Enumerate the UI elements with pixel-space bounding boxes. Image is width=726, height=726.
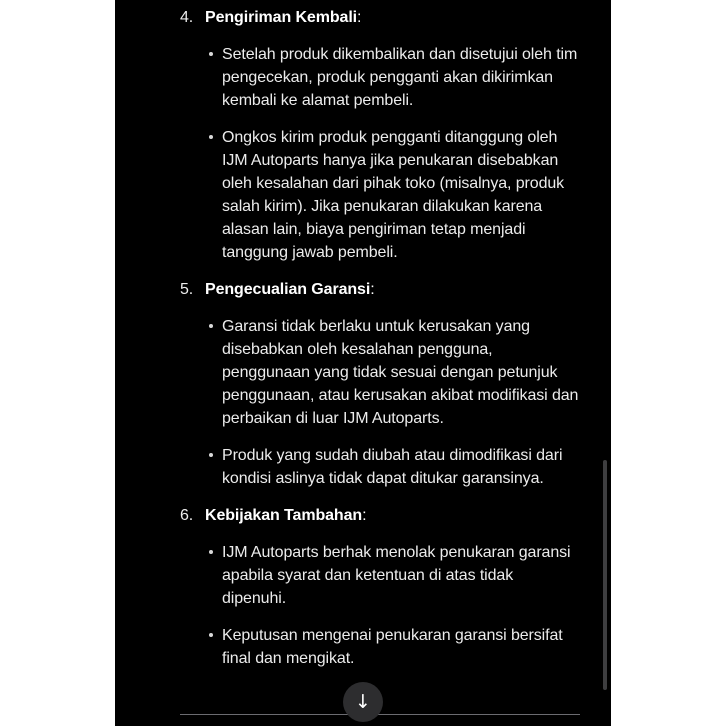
section-title: Pengecualian Garansi: [205, 281, 375, 298]
bullet-text: Setelah produk dikembalikan dan disetujui oleh tim pengecekan, produk pengganti akan dikirimkan kembali ke alamat pembeli. [222, 46, 578, 109]
bullet-text: IJM Autoparts berhak menolak penukaran garansi apabila syarat dan ketentuan di atas tidak dipenuhi. [222, 544, 571, 607]
bullet-item [205, 444, 581, 490]
bullet-text: Produk yang sudah diubah atau dimodifikasi dari kondisi aslinya tidak dapat ditukar garansinya. [222, 447, 563, 487]
section-title: Pengiriman Kembali: [205, 9, 362, 26]
section-number: 4. [180, 9, 194, 26]
bullet-item [205, 541, 581, 610]
bullet-item [205, 315, 581, 430]
chat-dark-panel [115, 0, 611, 726]
section-pengecualian-garansi [180, 278, 581, 490]
bullet-dot-icon [205, 541, 222, 610]
section-heading [180, 278, 581, 301]
bullet-dot-icon [205, 43, 222, 112]
policy-document [115, 0, 611, 684]
composer-top-divider [180, 714, 580, 715]
section-heading [180, 504, 581, 527]
scroll-to-bottom-button[interactable] [343, 682, 383, 722]
section-number: 5. [180, 281, 194, 298]
section-heading [180, 6, 581, 29]
bullet-item [205, 126, 581, 264]
section-pengiriman-kembali [180, 6, 581, 264]
bullet-text: Garansi tidak berlaku untuk kerusakan yang disebabkan oleh kesalahan pengguna, penggunaan yang tidak sesuai dengan petunjuk penggunaan, atau kerusakan akibat modifikasi dan perbaikan di luar IJM Autoparts. [222, 318, 579, 427]
bullet-dot-icon [205, 315, 222, 430]
bullet-dot-icon [205, 624, 222, 670]
section-title: Kebijakan Tambahan: [205, 507, 367, 524]
bullet-dot-icon [205, 126, 222, 264]
arrow-down-icon: ↓ [355, 690, 371, 713]
section-number: 6. [180, 507, 194, 524]
bullet-text: Keputusan mengenai penukaran garansi bersifat final dan mengikat. [222, 627, 563, 667]
scrollbar-thumb[interactable] [603, 460, 607, 690]
section-kebijakan-tambahan [180, 504, 581, 670]
bullet-text: Ongkos kirim produk pengganti ditanggung oleh IJM Autoparts hanya jika penukaran disebabkan oleh kesalahan dari pihak toko (misalnya, produk salah kirim). Jika penukaran dilakukan karena alasan lain, biaya pengiriman tetap menjadi tanggung jawab pembeli. [222, 129, 565, 261]
bullet-dot-icon [205, 444, 222, 490]
bullet-item [205, 624, 581, 670]
bullet-item [205, 43, 581, 112]
